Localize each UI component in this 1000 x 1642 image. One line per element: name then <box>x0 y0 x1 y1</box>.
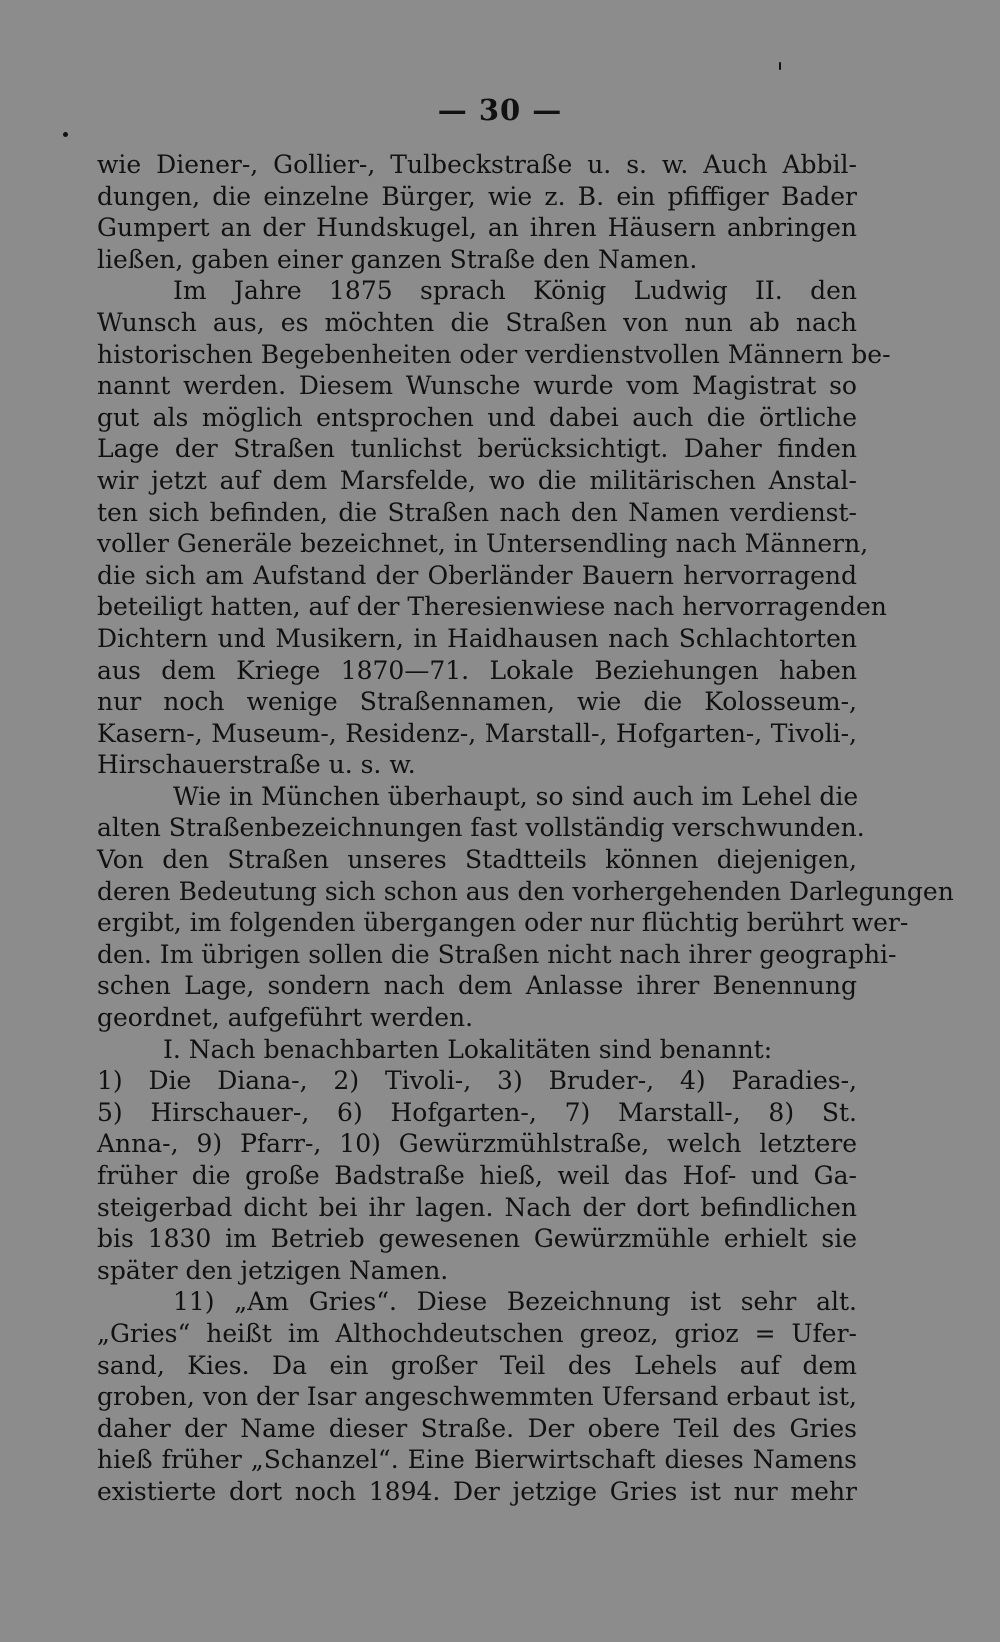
text-line: wir jetzt auf dem Marsfelde, wo die militärischen Anstal- <box>97 465 857 495</box>
text-line: sand, Kies. Da ein großer Teil des Lehels auf dem <box>97 1350 857 1380</box>
text-line: „Gries“ heißt im Althochdeutschen greoz, grioz = Ufer- <box>97 1318 857 1348</box>
text-line: hieß früher „Schanzel“. Eine Bierwirtschaft dieses Namens <box>97 1445 857 1475</box>
section-heading: I. Nach benachbarten Lokalitäten sind benannt: <box>163 1034 773 1064</box>
ink-speck <box>63 132 68 137</box>
text-line: nur noch wenige Straßennamen, wie die Kolosseum-, <box>97 687 857 717</box>
text-line: Gumpert an der Hundskugel, an ihren Häusern anbringen <box>97 213 857 243</box>
text-line: Lage der Straßen tunlichst berücksichtigt. Daher finden <box>97 434 857 464</box>
text-line: ten sich befinden, die Straßen nach den Namen verdienst- <box>97 497 857 527</box>
text-line: ergibt, im folgenden übergangen oder nur flüchtig berührt wer- <box>97 908 909 938</box>
text-line: 11) „Am Gries“. Diese Bezeichnung ist sehr alt. <box>173 1287 857 1317</box>
text-line: Wie in München überhaupt, so sind auch im Lehel die <box>173 781 859 811</box>
text-line: Hirschauerstraße u. s. w. <box>97 750 416 780</box>
text-line: später den jetzigen Namen. <box>97 1255 449 1285</box>
text-line: Von den Straßen unseres Stadtteils können diejenigen, <box>97 845 857 875</box>
text-line: Dichtern und Musikern, in Haidhausen nach Schlachtorten <box>97 623 857 653</box>
text-line: schen Lage, sondern nach dem Anlasse ihrer Benennung <box>97 971 857 1001</box>
text-line: Im Jahre 1875 sprach König Ludwig II. den <box>173 276 857 306</box>
page-number: — 30 — <box>437 93 563 127</box>
text-line: bis 1830 im Betrieb gewesenen Gewürzmühle erhielt sie <box>97 1224 857 1254</box>
text-line: wie Diener-, Gollier-, Tulbeckstraße u. s. w. Auch Abbil- <box>97 150 857 179</box>
text-line: aus dem Kriege 1870—71. Lokale Beziehungen haben <box>97 655 857 685</box>
text-line: früher die große Badstraße hieß, weil das Hof- und Ga- <box>97 1161 857 1190</box>
text-line: alten Straßenbezeichnungen fast vollständig verschwunden. <box>97 813 865 843</box>
text-line: geordnet, aufgeführt werden. <box>97 1003 474 1033</box>
text-line: 1) Die Diana-, 2) Tivoli-, 3) Bruder-, 4) Paradies-, <box>97 1066 857 1096</box>
text-line: existierte dort noch 1894. Der jetzige Gries ist nur mehr <box>97 1476 857 1506</box>
text-line: beteiligt hatten, auf der Theresienwiese nach hervorragenden <box>97 592 887 622</box>
text-line: den. Im übrigen sollen die Straßen nicht nach ihrer geographi- <box>97 939 897 969</box>
text-line: historischen Begebenheiten oder verdienstvollen Männern be- <box>97 339 891 369</box>
ink-speck <box>779 62 781 70</box>
text-line: deren Bedeutung sich schon aus den vorhergehenden Darlegungen <box>97 876 954 906</box>
text-line: 5) Hirschauer-, 6) Hofgarten-, 7) Marstall-, 8) St. <box>97 1097 857 1127</box>
text-line: gut als möglich entsprochen und dabei auch die örtliche <box>97 402 857 432</box>
text-line: dungen, die einzelne Bürger, wie z. B. ein pfiffiger Bader <box>97 181 857 211</box>
text-line: daher der Name dieser Straße. Der obere Teil des Gries <box>97 1413 857 1443</box>
text-line: nannt werden. Diesem Wunsche wurde vom Magistrat so <box>97 371 857 401</box>
text-line: Anna-, 9) Pfarr-, 10) Gewürzmühlstraße, welch letztere <box>97 1129 857 1159</box>
text-line: ließen, gaben einer ganzen Straße den Namen. <box>97 244 698 274</box>
text-line: steigerbad dicht bei ihr lagen. Nach der dort befindlichen <box>97 1192 857 1222</box>
text-line: groben, von der Isar angeschwemmten Ufersand erbaut ist, <box>97 1382 857 1412</box>
text-line: Wunsch aus, es möchten die Straßen von nun ab nach <box>97 307 857 337</box>
text-line: voller Generäle bezeichnet, in Untersendling nach Männern, <box>97 529 869 559</box>
text-line: Kasern-, Museum-, Residenz-, Marstall-, Hofgarten-, Tivoli-, <box>97 718 857 748</box>
text-line: die sich am Aufstand der Oberländer Bauern hervorragend <box>97 560 857 590</box>
body-text <box>97 149 954 1508</box>
